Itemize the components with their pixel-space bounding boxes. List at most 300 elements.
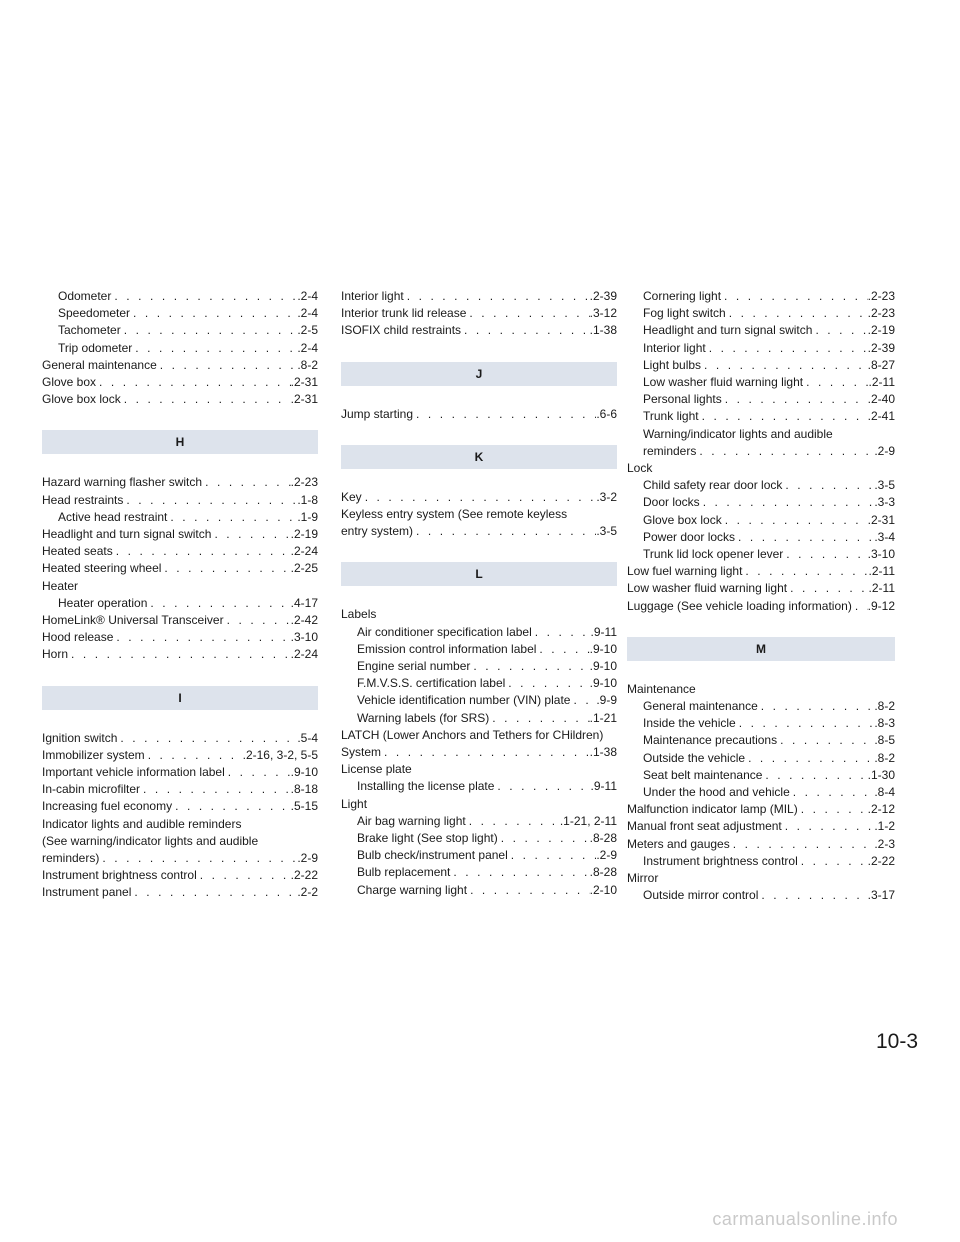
entry-text: Head restraints bbox=[42, 492, 124, 507]
dot-leader bbox=[132, 340, 297, 357]
entry-page-ref: .9-11 bbox=[590, 624, 617, 639]
index-entry bbox=[341, 506, 617, 523]
section-letter-i: I bbox=[42, 686, 318, 710]
entry-text: Seat belt maintenance bbox=[643, 767, 763, 782]
index-subentry bbox=[627, 340, 895, 357]
index-entry bbox=[341, 406, 617, 423]
dot-leader bbox=[121, 322, 298, 339]
dot-leader bbox=[466, 305, 589, 322]
entry-text: Inside the vehicle bbox=[643, 716, 736, 731]
dot-leader bbox=[167, 509, 297, 526]
index-entry bbox=[42, 646, 318, 663]
index-entry bbox=[627, 580, 895, 597]
index-entry bbox=[627, 801, 895, 818]
entry-page-ref: .9-10 bbox=[589, 659, 617, 674]
index-subentry bbox=[341, 882, 617, 899]
entry-page-ref: .3-2 bbox=[596, 489, 617, 504]
entry-page-ref: .1-9 bbox=[297, 509, 318, 524]
entry-text: Hazard warning flasher switch bbox=[42, 475, 203, 490]
index-entry bbox=[341, 744, 617, 761]
entry-page-ref: .1-30 bbox=[867, 767, 895, 782]
index-entry bbox=[42, 374, 318, 391]
index-subentry bbox=[341, 830, 617, 847]
section-letter-h: H bbox=[42, 430, 318, 454]
entry-page-ref: .9-12 bbox=[867, 598, 895, 613]
dot-leader bbox=[777, 732, 874, 749]
index-subentry bbox=[341, 864, 617, 881]
index-subentry bbox=[341, 710, 617, 727]
index-entry bbox=[42, 833, 318, 850]
index-subentry bbox=[627, 477, 895, 494]
entry-text: Manual front seat adjustment bbox=[627, 819, 782, 834]
entry-text: Ignition switch bbox=[42, 730, 118, 745]
entry-text: Trunk lid lock opener lever bbox=[643, 547, 784, 562]
dot-leader bbox=[532, 624, 591, 641]
entry-text: Labels bbox=[341, 607, 377, 622]
index-subentry bbox=[627, 322, 895, 339]
entry-page-ref: .2-24 bbox=[290, 544, 318, 559]
index-subentry bbox=[627, 443, 895, 460]
dot-leader bbox=[111, 288, 297, 305]
dot-leader bbox=[722, 391, 868, 408]
entry-text: General maintenance bbox=[643, 699, 758, 714]
entry-text: Personal lights bbox=[643, 392, 722, 407]
entry-text: Warning/indicator lights and audible bbox=[643, 426, 833, 441]
dot-leader bbox=[758, 887, 867, 904]
entry-text: Mirror bbox=[627, 871, 659, 886]
entry-text: Low fuel warning light bbox=[627, 564, 743, 579]
entry-text: Bulb check/instrument panel bbox=[357, 848, 508, 863]
entry-page-ref: .3-3 bbox=[874, 495, 895, 510]
entry-page-ref: .2-24 bbox=[290, 647, 318, 662]
dot-leader bbox=[726, 305, 868, 322]
entry-page-ref: .2-23 bbox=[867, 289, 895, 303]
dot-leader bbox=[699, 408, 868, 425]
entry-page-ref: .2-40 bbox=[867, 392, 895, 407]
index-subentry bbox=[627, 698, 895, 715]
entry-page-ref: .8-27 bbox=[867, 357, 895, 372]
dot-leader bbox=[123, 492, 297, 509]
entry-text: reminders bbox=[643, 443, 697, 458]
entry-page-ref: .8-5 bbox=[874, 733, 895, 748]
entry-text: Headlight and turn signal switch bbox=[643, 323, 813, 338]
entry-page-ref: .2-42 bbox=[290, 613, 318, 628]
index-subentry bbox=[42, 322, 318, 339]
index-subentry bbox=[627, 750, 895, 767]
entry-text: Maintenance bbox=[627, 681, 696, 696]
entry-page-ref: .1-38 bbox=[589, 745, 617, 760]
index-entry bbox=[341, 606, 617, 623]
entry-text: Trip odometer bbox=[58, 340, 133, 355]
entry-text: Child safety rear door lock bbox=[643, 478, 783, 493]
dot-leader bbox=[225, 764, 291, 781]
entry-page-ref: .9-11 bbox=[590, 779, 617, 794]
entry-page-ref: .1-21 bbox=[589, 710, 617, 725]
index-column-3 bbox=[627, 288, 895, 905]
dot-leader bbox=[113, 629, 290, 646]
dot-leader bbox=[113, 543, 291, 560]
entry-page-ref: .9-9 bbox=[596, 693, 617, 708]
entry-text: Malfunction indicator lamp (MIL) bbox=[627, 802, 798, 817]
dot-leader bbox=[99, 850, 297, 867]
index-entry bbox=[42, 781, 318, 798]
dot-leader bbox=[722, 512, 868, 529]
index-entry bbox=[42, 629, 318, 646]
dot-leader bbox=[202, 474, 291, 491]
entry-text: License plate bbox=[341, 762, 412, 777]
index-entry bbox=[42, 764, 318, 781]
entry-text: F.M.V.S.S. certification label bbox=[357, 676, 506, 691]
entry-text: Cornering light bbox=[643, 289, 722, 303]
entry-page-ref: .8-2 bbox=[297, 357, 318, 372]
entry-page-ref: .2-23 bbox=[867, 306, 895, 321]
dot-leader bbox=[758, 698, 875, 715]
dot-leader bbox=[362, 489, 597, 506]
dot-leader bbox=[790, 784, 875, 801]
dot-leader bbox=[145, 747, 243, 764]
index-entry bbox=[42, 391, 318, 408]
entry-text: Fog light switch bbox=[643, 306, 726, 321]
entry-page-ref: .2-2 bbox=[297, 885, 318, 900]
index-entry bbox=[341, 761, 617, 778]
index-subentry bbox=[42, 595, 318, 612]
dot-leader bbox=[197, 867, 291, 884]
entry-text: Hood release bbox=[42, 630, 114, 645]
entry-page-ref: .2-25 bbox=[290, 561, 318, 576]
index-subentry bbox=[627, 887, 895, 904]
dot-leader bbox=[172, 798, 291, 815]
dot-leader bbox=[812, 322, 867, 339]
entry-page-ref: .2-9 bbox=[596, 848, 617, 863]
entry-text: (See warning/indicator lights and audible bbox=[42, 833, 259, 848]
index-subentry bbox=[42, 305, 318, 322]
entry-text: Keyless entry system (See remote keyless bbox=[341, 507, 568, 522]
entry-page-ref: .8-2 bbox=[874, 699, 895, 714]
index-entry bbox=[42, 543, 318, 560]
index-entry bbox=[627, 563, 895, 580]
entry-text: reminders) bbox=[42, 851, 100, 866]
entry-text: Power door locks bbox=[643, 529, 736, 544]
entry-page-ref: .2-3 bbox=[874, 836, 895, 851]
dot-leader bbox=[736, 715, 875, 732]
index-subentry bbox=[341, 675, 617, 692]
entry-text: Jump starting bbox=[341, 406, 414, 421]
dot-leader bbox=[570, 692, 596, 709]
dot-leader bbox=[494, 778, 590, 795]
index-subentry bbox=[341, 847, 617, 864]
entry-text: Odometer bbox=[58, 289, 112, 303]
index-subentry bbox=[341, 692, 617, 709]
index-entry bbox=[341, 288, 617, 305]
entry-text: Bulb replacement bbox=[357, 865, 451, 880]
dot-leader bbox=[498, 830, 590, 847]
index-subentry bbox=[627, 494, 895, 511]
entry-page-ref: .5-15 bbox=[290, 799, 318, 814]
index-subentry bbox=[627, 529, 895, 546]
entry-page-ref: .3-10 bbox=[290, 630, 318, 645]
index-entry bbox=[42, 526, 318, 543]
entry-page-ref: .2-22 bbox=[290, 868, 318, 883]
entry-page-ref: .2-22 bbox=[867, 853, 895, 868]
index-entry bbox=[341, 796, 617, 813]
entry-text: Heater bbox=[42, 578, 79, 593]
dot-leader bbox=[161, 560, 290, 577]
entry-page-ref: .1-38 bbox=[589, 323, 617, 338]
index-subentry bbox=[42, 288, 318, 305]
dot-leader bbox=[745, 750, 874, 767]
index-subentry bbox=[627, 288, 895, 305]
index-subentry bbox=[627, 732, 895, 749]
index-entry bbox=[341, 727, 617, 744]
entry-text: Air conditioner specification label bbox=[357, 624, 532, 639]
entry-page-ref: .4-17 bbox=[290, 595, 318, 610]
entry-text: Glove box lock bbox=[643, 512, 722, 527]
entry-text: System bbox=[341, 745, 382, 760]
dot-leader bbox=[762, 767, 867, 784]
entry-page-ref: .3-5 bbox=[874, 478, 895, 493]
dot-leader bbox=[701, 357, 868, 374]
index-subentry bbox=[627, 408, 895, 425]
entry-page-ref: .5-4 bbox=[297, 730, 318, 745]
entry-page-ref: .2-31 bbox=[867, 512, 895, 527]
index-entry bbox=[42, 612, 318, 629]
index-subentry bbox=[341, 658, 617, 675]
dot-leader bbox=[211, 526, 290, 543]
entry-text: Meters and gauges bbox=[627, 836, 730, 851]
index-entry bbox=[42, 816, 318, 833]
dot-leader bbox=[96, 374, 291, 391]
entry-text: Light bbox=[341, 796, 368, 811]
entry-page-ref: .2-41 bbox=[867, 409, 895, 424]
entry-text: Important vehicle information label bbox=[42, 765, 225, 780]
dot-leader bbox=[787, 580, 868, 597]
dot-leader bbox=[147, 595, 290, 612]
dot-leader bbox=[508, 847, 597, 864]
entry-page-ref: .8-28 bbox=[589, 865, 617, 880]
dot-leader bbox=[121, 391, 291, 408]
entry-page-ref: .6-6 bbox=[596, 406, 617, 421]
index-entry bbox=[42, 747, 318, 764]
entry-page-ref: .2-39 bbox=[589, 289, 617, 303]
entry-page-ref: .2-9 bbox=[874, 443, 895, 458]
page-number: 10-3 bbox=[875, 1030, 918, 1053]
entry-text: Brake light (See stop light) bbox=[357, 831, 498, 846]
index-subentry bbox=[627, 853, 895, 870]
index-entry bbox=[42, 357, 318, 374]
entry-text: HomeLink® Universal Transceiver bbox=[42, 613, 224, 628]
index-entry bbox=[627, 836, 895, 853]
entry-text: Tachometer bbox=[58, 323, 121, 338]
entry-text: Low washer fluid warning light bbox=[627, 581, 788, 596]
dot-leader bbox=[700, 494, 875, 511]
entry-text: Instrument brightness control bbox=[42, 868, 197, 883]
index-subentry bbox=[341, 778, 617, 795]
entry-page-ref: .9-10 bbox=[589, 676, 617, 691]
entry-text: Light bulbs bbox=[643, 357, 702, 372]
index-subentry bbox=[627, 767, 895, 784]
dot-leader bbox=[140, 781, 291, 798]
entry-page-ref: .2-12 bbox=[867, 802, 895, 817]
index-entry bbox=[627, 870, 895, 887]
entry-text: Heated steering wheel bbox=[42, 561, 162, 576]
entry-text: Headlight and turn signal switch bbox=[42, 527, 212, 542]
entry-text: Instrument brightness control bbox=[643, 853, 798, 868]
entry-text: ISOFIX child restraints bbox=[341, 323, 462, 338]
index-subentry bbox=[627, 426, 895, 443]
entry-page-ref: .8-4 bbox=[874, 785, 895, 800]
entry-page-ref: .2-4 bbox=[297, 340, 318, 355]
entry-text: Glove box lock bbox=[42, 392, 121, 407]
index-entry bbox=[341, 489, 617, 506]
dot-leader bbox=[131, 884, 297, 901]
entry-text: Instrument panel bbox=[42, 885, 132, 900]
index-entry bbox=[42, 578, 318, 595]
entry-page-ref: .1-2 bbox=[874, 819, 895, 834]
entry-text: Immobilizer system bbox=[42, 747, 145, 762]
entry-page-ref: .2-4 bbox=[297, 306, 318, 321]
dot-leader bbox=[696, 443, 874, 460]
entry-text: Emission control information label bbox=[357, 641, 537, 656]
index-subentry bbox=[341, 813, 617, 830]
dot-leader bbox=[798, 853, 868, 870]
index-column-1 bbox=[42, 288, 318, 902]
entry-text: Key bbox=[341, 489, 362, 504]
entry-page-ref: .2-31 bbox=[290, 375, 318, 390]
entry-text: In-cabin microfilter bbox=[42, 782, 141, 797]
entry-page-ref: .8-28 bbox=[589, 831, 617, 846]
index-subentry bbox=[42, 340, 318, 357]
entry-page-ref: .2-5 bbox=[297, 323, 318, 338]
entry-text: Outside mirror control bbox=[643, 888, 759, 903]
dot-leader bbox=[798, 801, 868, 818]
entry-page-ref: .3-5 bbox=[596, 524, 617, 539]
entry-text: Interior light bbox=[643, 340, 706, 355]
entry-text: Interior light bbox=[341, 289, 404, 303]
entry-page-ref: .1-21, 2-11 bbox=[559, 813, 617, 828]
entry-text: Speedometer bbox=[58, 306, 131, 321]
entry-page-ref: .2-31 bbox=[290, 392, 318, 407]
dot-leader bbox=[783, 546, 867, 563]
index-subentry bbox=[627, 784, 895, 801]
index-entry bbox=[627, 681, 895, 698]
entry-text: Air bag warning light bbox=[357, 813, 466, 828]
entry-text: Indicator lights and audible reminders bbox=[42, 816, 242, 831]
index-entry bbox=[627, 460, 895, 477]
dot-leader bbox=[735, 529, 874, 546]
entry-page-ref: .3-10 bbox=[867, 547, 895, 562]
index-entry bbox=[42, 730, 318, 747]
dot-leader bbox=[536, 641, 589, 658]
index-entry bbox=[42, 474, 318, 491]
entry-page-ref: .9-10 bbox=[290, 765, 318, 780]
entry-text: Glove box bbox=[42, 375, 97, 390]
dot-leader bbox=[467, 882, 590, 899]
index-subentry bbox=[627, 391, 895, 408]
index-subentry bbox=[627, 374, 895, 391]
index-subentry bbox=[627, 546, 895, 563]
entry-page-ref: .2-11 bbox=[868, 581, 895, 596]
entry-text: Installing the license plate bbox=[357, 779, 495, 794]
section-letter-k: K bbox=[341, 445, 617, 469]
index-entry bbox=[42, 798, 318, 815]
entry-text: Luggage (See vehicle loading information) bbox=[627, 598, 852, 613]
entry-text: entry system) bbox=[341, 524, 414, 539]
entry-text: Maintenance precautions bbox=[643, 733, 778, 748]
index-entry bbox=[627, 598, 895, 615]
entry-page-ref: .2-4 bbox=[297, 289, 318, 303]
dot-leader bbox=[466, 813, 560, 830]
dot-leader bbox=[130, 305, 297, 322]
index-subentry bbox=[627, 357, 895, 374]
entry-text: Interior trunk lid release bbox=[341, 306, 467, 321]
entry-text: Engine serial number bbox=[357, 659, 471, 674]
entry-page-ref: .1-8 bbox=[297, 492, 318, 507]
entry-text: Active head restraint bbox=[58, 509, 168, 524]
entry-text: General maintenance bbox=[42, 357, 157, 372]
entry-page-ref: .2-10 bbox=[589, 882, 617, 897]
entry-text: Increasing fuel economy bbox=[42, 799, 173, 814]
index-subentry bbox=[341, 624, 617, 641]
dot-leader bbox=[730, 836, 875, 853]
watermark: carmanualsonline.info bbox=[712, 1209, 898, 1229]
section-letter-m: M bbox=[627, 637, 895, 661]
entry-page-ref: .3-4 bbox=[874, 529, 895, 544]
entry-text: Vehicle identification number (VIN) plate bbox=[357, 693, 571, 708]
entry-page-ref: .2-16, 3-2, 5-5 bbox=[242, 747, 318, 762]
index-entry bbox=[627, 818, 895, 835]
dot-leader bbox=[721, 288, 868, 305]
dot-leader bbox=[742, 563, 868, 580]
index-entry bbox=[341, 322, 617, 339]
section-letter-j: J bbox=[341, 362, 617, 386]
index-entry bbox=[341, 523, 617, 540]
dot-leader bbox=[706, 340, 868, 357]
index-entry bbox=[341, 305, 617, 322]
dot-leader bbox=[803, 374, 868, 391]
entry-text: Heater operation bbox=[58, 595, 148, 610]
entry-text: Lock bbox=[627, 461, 653, 476]
dot-leader bbox=[68, 646, 291, 663]
dot-leader bbox=[782, 477, 874, 494]
entry-page-ref: .2-39 bbox=[867, 340, 895, 355]
index-entry bbox=[42, 884, 318, 901]
dot-leader bbox=[470, 658, 589, 675]
index-entry bbox=[42, 560, 318, 577]
entry-page-ref: .2-11 bbox=[868, 564, 895, 579]
dot-leader bbox=[157, 357, 298, 374]
entry-page-ref: .8-18 bbox=[290, 782, 318, 797]
entry-page-ref: .8-3 bbox=[874, 716, 895, 731]
section-letter-l: L bbox=[341, 562, 617, 586]
entry-text: Under the hood and vehicle bbox=[643, 785, 790, 800]
entry-page-ref: .3-17 bbox=[867, 888, 895, 903]
index-entry bbox=[42, 867, 318, 884]
dot-leader bbox=[413, 523, 596, 540]
dot-leader bbox=[461, 322, 590, 339]
index-column-2 bbox=[341, 288, 617, 899]
entry-text: Horn bbox=[42, 647, 69, 662]
entry-page-ref: .2-19 bbox=[290, 527, 318, 542]
entry-text: Door locks bbox=[643, 495, 700, 510]
dot-leader bbox=[852, 598, 868, 615]
index-entry bbox=[42, 850, 318, 867]
dot-leader bbox=[404, 288, 590, 305]
dot-leader bbox=[450, 864, 589, 881]
index-entry bbox=[42, 492, 318, 509]
entry-page-ref: .3-12 bbox=[589, 306, 617, 321]
entry-text: Warning labels (for SRS) bbox=[357, 710, 490, 725]
dot-leader bbox=[117, 730, 297, 747]
